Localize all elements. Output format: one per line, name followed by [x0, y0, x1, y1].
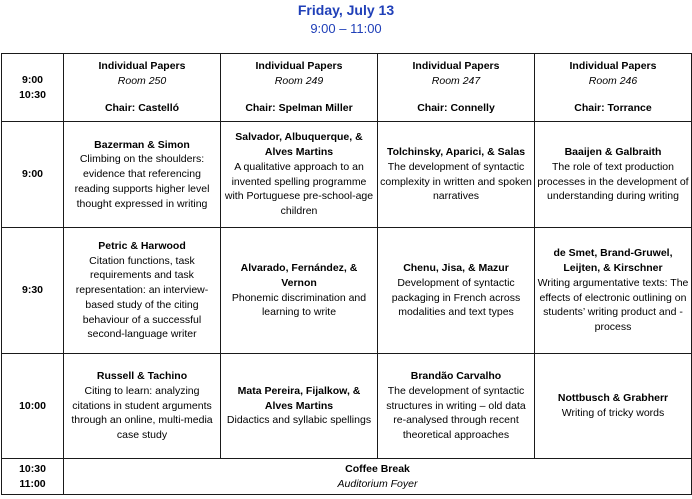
paper-authors: Mata Pereira, Fijalkow, & Alves Martins: [237, 384, 361, 412]
session-header-cell: [378, 54, 535, 122]
time-cell: 9:30: [2, 228, 64, 354]
day-title: Friday, July 13: [297, 2, 395, 18]
room-label: Room 247: [431, 74, 481, 87]
session-title: Individual Papers: [569, 59, 657, 72]
schedule-header: [0, 0, 692, 37]
paper-authors: Baaijen & Galbraith: [564, 146, 662, 159]
paper-cell: [64, 228, 221, 354]
paper-authors: de Smet, Brand-Gruwel, Leijten, & Kirschner: [553, 247, 673, 275]
paper-cell: [535, 354, 692, 459]
paper-title: Citing to learn: analyzing citations in student arguments through an online, multi-media case study: [71, 384, 213, 442]
room-label: Room 250: [117, 74, 167, 87]
paper-cell: [221, 122, 378, 228]
paper-title: A qualitative approach to an invented spelling programme with Portuguese pre-school-age children: [224, 160, 374, 217]
time-end: 10:30: [19, 88, 46, 101]
paper-cell: [378, 228, 535, 354]
session-title: Individual Papers: [412, 59, 500, 72]
paper-title: Writing argumentative texts: The effects of electronic outlining on students’ writing product and - process: [537, 276, 689, 333]
time-cell: 9:00: [2, 122, 64, 228]
time-cell: [2, 54, 64, 122]
session-title: Individual Papers: [255, 59, 343, 72]
paper-title: Writing of tricky words: [561, 407, 665, 419]
paper-authors: Petric & Harwood: [98, 240, 186, 253]
paper-title: The role of text production processes in the development of understanding during writing: [537, 160, 689, 203]
break-location: Auditorium Foyer: [337, 477, 418, 490]
session-header-row: [2, 54, 692, 122]
paper-authors: Alvarado, Fernández, & Vernon: [240, 262, 358, 289]
time-cell: [2, 459, 64, 495]
time-slot-row: [2, 354, 692, 459]
time-start: 10:30: [19, 462, 46, 475]
room-label: Room 246: [588, 74, 638, 87]
paper-cell: [378, 354, 535, 459]
paper-cell: [221, 354, 378, 459]
paper-authors: Chenu, Jisa, & Mazur: [403, 262, 509, 275]
time-slot-row: [2, 228, 692, 354]
paper-cell: [221, 228, 378, 354]
time-end: 11:00: [19, 477, 46, 490]
session-title: Individual Papers: [98, 59, 186, 72]
paper-title: Phonemic discrimination and learning to write: [231, 291, 367, 319]
paper-title: Development of syntactic packaging in French across modalities and text types: [391, 276, 521, 319]
time-start: 9:00: [21, 73, 43, 86]
paper-title: Climbing on the shoulders: evidence that referencing reading supports higher level thought expressed in writing: [74, 153, 210, 210]
paper-cell: [535, 228, 692, 354]
time-cell: 10:00: [2, 354, 64, 459]
paper-cell: [378, 122, 535, 228]
schedule-table: [1, 53, 692, 495]
break-cell: [64, 459, 692, 495]
chair-label: Chair: Castelló: [104, 102, 180, 115]
paper-title: Citation functions, task requirements and task representation: an interview-based study of the citing behaviour of a successful second-language writer: [75, 254, 209, 341]
chair-label: Chair: Spelman Miller: [245, 102, 353, 115]
room-label: Room 249: [274, 74, 324, 87]
time-range: 9:00 – 11:00: [310, 21, 382, 36]
paper-authors: Nottbusch & Grabherr: [557, 392, 669, 405]
paper-cell: [64, 122, 221, 228]
paper-title: Didactics and syllabic spellings: [226, 414, 372, 427]
paper-cell: [535, 122, 692, 228]
paper-authors: Tolchinsky, Aparici, & Salas: [386, 146, 526, 159]
paper-title: The development of syntactic structures in writing – old data re-analysed through recent theoretical approaches: [386, 384, 526, 442]
session-header-cell: [64, 54, 221, 122]
paper-cell: [64, 354, 221, 459]
paper-authors: Russell & Tachino: [96, 370, 188, 383]
paper-authors: Salvador, Albuquerque, & Alves Martins: [235, 131, 363, 159]
chair-label: Chair: Connelly: [417, 102, 495, 115]
break-title: Coffee Break: [345, 462, 410, 475]
time-slot-row: [2, 122, 692, 228]
paper-authors: Brandão Carvalho: [410, 370, 502, 383]
paper-authors: Bazerman & Simon: [94, 138, 190, 151]
session-header-cell: [221, 54, 378, 122]
chair-label: Chair: Torrance: [574, 102, 652, 115]
break-row: [2, 459, 692, 495]
session-header-cell: [535, 54, 692, 122]
paper-title: The development of syntactic complexity in written and spoken narratives: [380, 160, 532, 203]
